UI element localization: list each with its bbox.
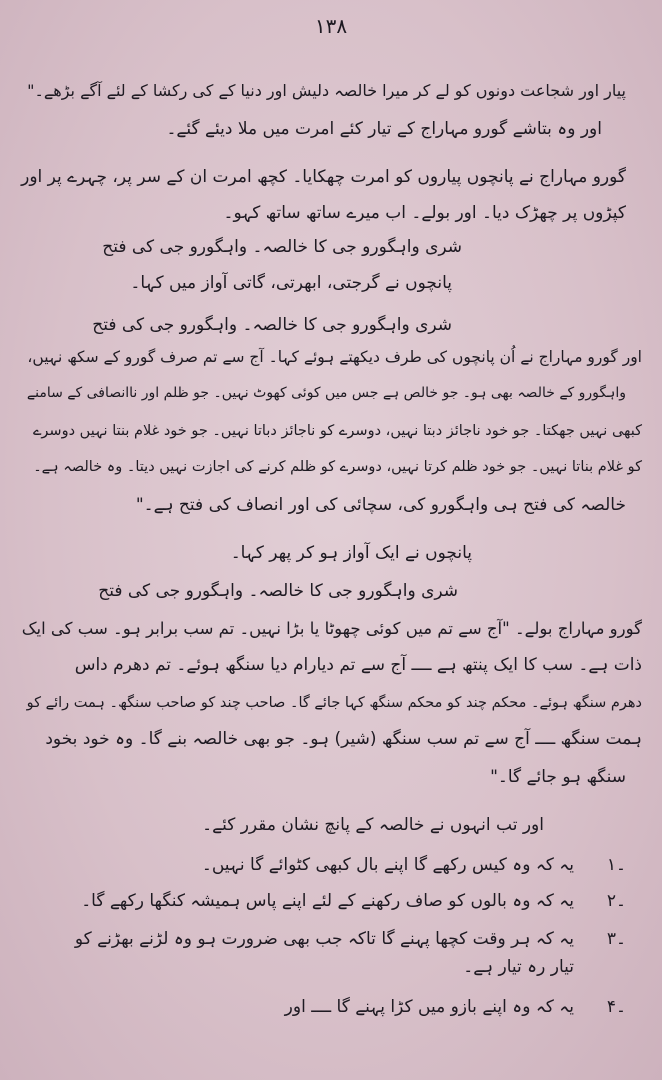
list-text: یہ کہ ہر وقت کچھا پہنے گا تاکہ جب بھی ضرورت ہو وہ لڑنے بھڑنے کو	[74, 929, 574, 949]
text-line: کپڑوں پر چھڑک دیا۔ اور بولے۔ اب میرے ساتھ ساتھ کہو۔	[223, 203, 626, 223]
page-number: ۱۳۸	[314, 14, 348, 38]
text-line: سنگھ ہو جائے گا۔"	[490, 767, 626, 787]
list-item	[20, 926, 626, 952]
list-number: ۲۔	[606, 891, 626, 911]
text-line: اور تب انہوں نے خالصہ کے پانچ نشان مقرر کئے۔	[202, 815, 544, 835]
text-line: شری واہگورو جی کا خالصہ۔ واہگورو جی کی فتح	[92, 315, 452, 335]
text-line: دھرم سنگھ ہوئے۔ محکم چند کو محکم سنگھ کہا جائے گا۔ صاحب چند کو صاحب سنگھ۔ ہمت رائے کو	[26, 695, 642, 711]
text-line: شری واہگورو جی کا خالصہ۔ واہگورو جی کی فتح	[98, 581, 458, 601]
text-line: اور وہ بتاشے گورو مہاراج کے تیار کئے امرت میں ملا دیئے گئے۔	[166, 119, 602, 139]
text-line: اور گورو مہاراج نے اُن پانچوں کی طرف دیکھتے ہوئے کہا۔ آج سے تم صرف گورو کے سکھ نہیں،	[27, 348, 642, 366]
text-line: گورو مہاراج نے پانچوں پیاروں کو امرت چھکایا۔ کچھ امرت ان کے سر پر، چہرے پر اور	[21, 167, 626, 187]
list-item	[20, 888, 626, 914]
text-line: پانچوں نے ایک آواز ہو کر پھر کہا۔	[230, 543, 472, 563]
list-text: تیار رہ تیار ہے۔	[463, 957, 574, 977]
text-line: ہمت سنگھ ــــ آج سے تم سب سنگھ (شیر) ہو۔ جو بھی خالصہ بنے گا۔ وہ خود بخود	[45, 729, 642, 749]
list-number: ۳۔	[606, 929, 626, 949]
text-line: خالصہ کی فتح ہی واہگورو کی، سچائی کی اور انصاف کی فتح ہے۔"	[135, 495, 626, 515]
list-item	[20, 994, 626, 1020]
text-line: گورو مہاراج بولے۔ "آج سے تم میں کوئی چھوٹا یا بڑا نہیں۔ تم سب برابر ہو۔ سب کی ایک	[21, 619, 642, 638]
list-text: یہ کہ وہ اپنے بازو میں کڑا پہنے گا ــــ اور	[284, 997, 574, 1017]
list-number: ۱۔	[606, 855, 626, 875]
text-line: پیار اور شجاعت دونوں کو لے کر میرا خالصہ دلیش اور دنیا کے کی رکشا کے لئے آگے بڑھے۔"	[27, 81, 626, 100]
list-number: ۴۔	[606, 997, 626, 1017]
text-line: شری واہگورو جی کا خالصہ۔ واہگورو جی کی فتح	[102, 237, 462, 257]
text-line: کو غلام بناتا نہیں۔ جو خود ظلم کرتا نہیں، دوسرے کو ظلم کرنے کی اجازت نہیں دیتا۔ وہ خالصہ ہے۔	[33, 459, 642, 475]
list-item	[20, 852, 626, 878]
list-text: یہ کہ وہ بالوں کو صاف رکھنے کے لئے اپنے پاس ہمیشہ کنگھا رکھے گا۔	[81, 891, 574, 911]
text-line: واہگورو کے خالصہ بھی ہو۔ جو خالص ہے جس میں کوئی کھوٹ نہیں۔ جو ظلم اور ناانصافی کے سامنے	[26, 385, 626, 401]
text-line: پانچوں نے گرجتی، ابھرتی، گاتی آواز میں کہا۔	[130, 273, 452, 293]
text-line: ذات ہے۔ سب کا ایک پنتھ ہے ــــ آج سے تم دیارام دیا سنگھ ہوئے۔ تم دھرم داس	[74, 655, 642, 675]
text-line: کبھی نہیں جھکتا۔ جو خود ناجائز دبتا نہیں، دوسرے کو ناجائز دباتا نہیں۔ جو خود غلام بنتا نہیں دوسرے	[32, 423, 642, 439]
list-item	[20, 954, 626, 980]
list-text: یہ کہ وہ کیس رکھے گا اپنے بال کبھی کٹوائے گا نہیں۔	[201, 855, 574, 875]
